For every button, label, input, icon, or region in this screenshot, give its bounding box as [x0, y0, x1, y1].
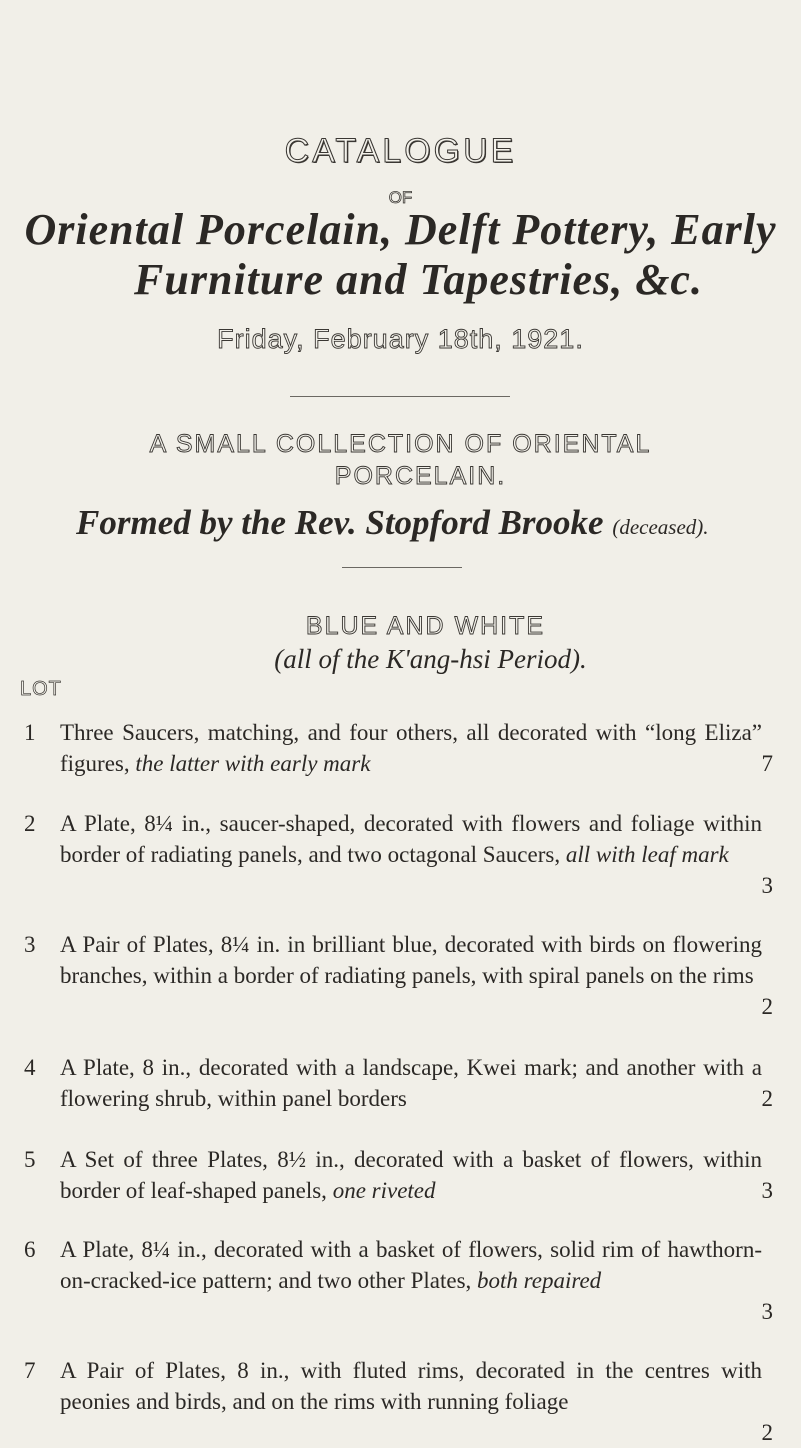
- lot-quantity: 2: [761, 1086, 773, 1111]
- section-subtitle: (all of the K'ang-hsi Period).: [274, 644, 587, 674]
- lot-number: 6: [24, 1237, 36, 1262]
- lot-description: [60, 1234, 762, 1296]
- lot-description-italic: one riveted: [332, 1178, 436, 1203]
- lot-number: 5: [24, 1147, 36, 1172]
- lot-description-italic: both repaired: [477, 1268, 602, 1293]
- divider-rule: [342, 567, 462, 568]
- of-line: OF: [388, 188, 413, 207]
- lot-number: 7: [24, 1358, 36, 1383]
- lot-number: 3: [24, 932, 36, 957]
- lot-number: 4: [24, 1055, 36, 1080]
- sale-heading-line-2: Furniture and Tapestries, &c.: [134, 255, 703, 304]
- lot-quantity: 7: [761, 751, 773, 776]
- sale-heading-line-1: Oriental Porcelain, Delft Pottery, Early: [24, 205, 777, 254]
- catalogue-title: CATALOGUE: [284, 132, 517, 170]
- lot-description-text: A Plate, 8¼ in., decorated with a basket of flowers, solid rim of hawthorn-on-cracked-ice pattern; and two other Plates,: [60, 1237, 762, 1293]
- lot-number: 2: [24, 811, 36, 836]
- lot-description: [60, 717, 762, 779]
- lot-description-italic: all with leaf mark: [565, 842, 729, 867]
- lot-column-header: LOT: [20, 678, 62, 700]
- collection-provenance: [76, 503, 801, 543]
- lot-description: [60, 929, 762, 991]
- lot-description-text: A Pair of Plates, 8 in., with fluted rims, decorated in the centres with peonies and birds, and on the rims with running foliage: [60, 1358, 762, 1414]
- lot-description-text: A Plate, 8¼ in., saucer-shaped, decorated with flowers and foliage within border of radiating panels, and two octagonal Saucers,: [60, 811, 762, 867]
- lot-quantity: 3: [761, 1178, 773, 1203]
- lot-description: [60, 1052, 762, 1114]
- lot-description: [60, 808, 762, 870]
- deceased-note: (deceased).: [612, 515, 709, 539]
- lot-description: [60, 1144, 762, 1206]
- collection-title-line-1: A SMALL COLLECTION OF ORIENTAL: [149, 430, 652, 458]
- sale-date: Friday, February 18th, 1921.: [217, 324, 584, 354]
- divider-rule: [290, 396, 510, 397]
- lot-quantity: 2: [761, 1420, 773, 1445]
- formed-by-text: Formed by the Rev. Stopford Brooke: [76, 503, 604, 542]
- lot-number: 1: [24, 720, 36, 745]
- collection-title-line-2: PORCELAIN.: [334, 462, 507, 490]
- lot-quantity: 2: [761, 994, 773, 1019]
- lot-description-text: A Pair of Plates, 8¼ in. in brilliant blue, decorated with birds on flowering branches, within a border of radiating panels, with spiral panels on the rims: [60, 932, 762, 988]
- lot-description: [60, 1355, 762, 1417]
- lot-description-italic: the latter with early mark: [135, 751, 371, 776]
- section-title: BLUE AND WHITE: [305, 612, 546, 640]
- lot-quantity: 3: [761, 873, 773, 898]
- lot-description-text: A Set of three Plates, 8½ in., decorated with a basket of flowers, within border of leaf-shaped panels,: [60, 1147, 762, 1203]
- lot-description-text: Three Saucers, matching, and four others, all decorated with “long Eliza” figures,: [60, 720, 762, 776]
- lot-description-text: A Plate, 8 in., decorated with a landscape, Kwei mark; and another with a flowering shrub, within panel borders: [60, 1055, 762, 1111]
- lot-quantity: 3: [761, 1299, 773, 1324]
